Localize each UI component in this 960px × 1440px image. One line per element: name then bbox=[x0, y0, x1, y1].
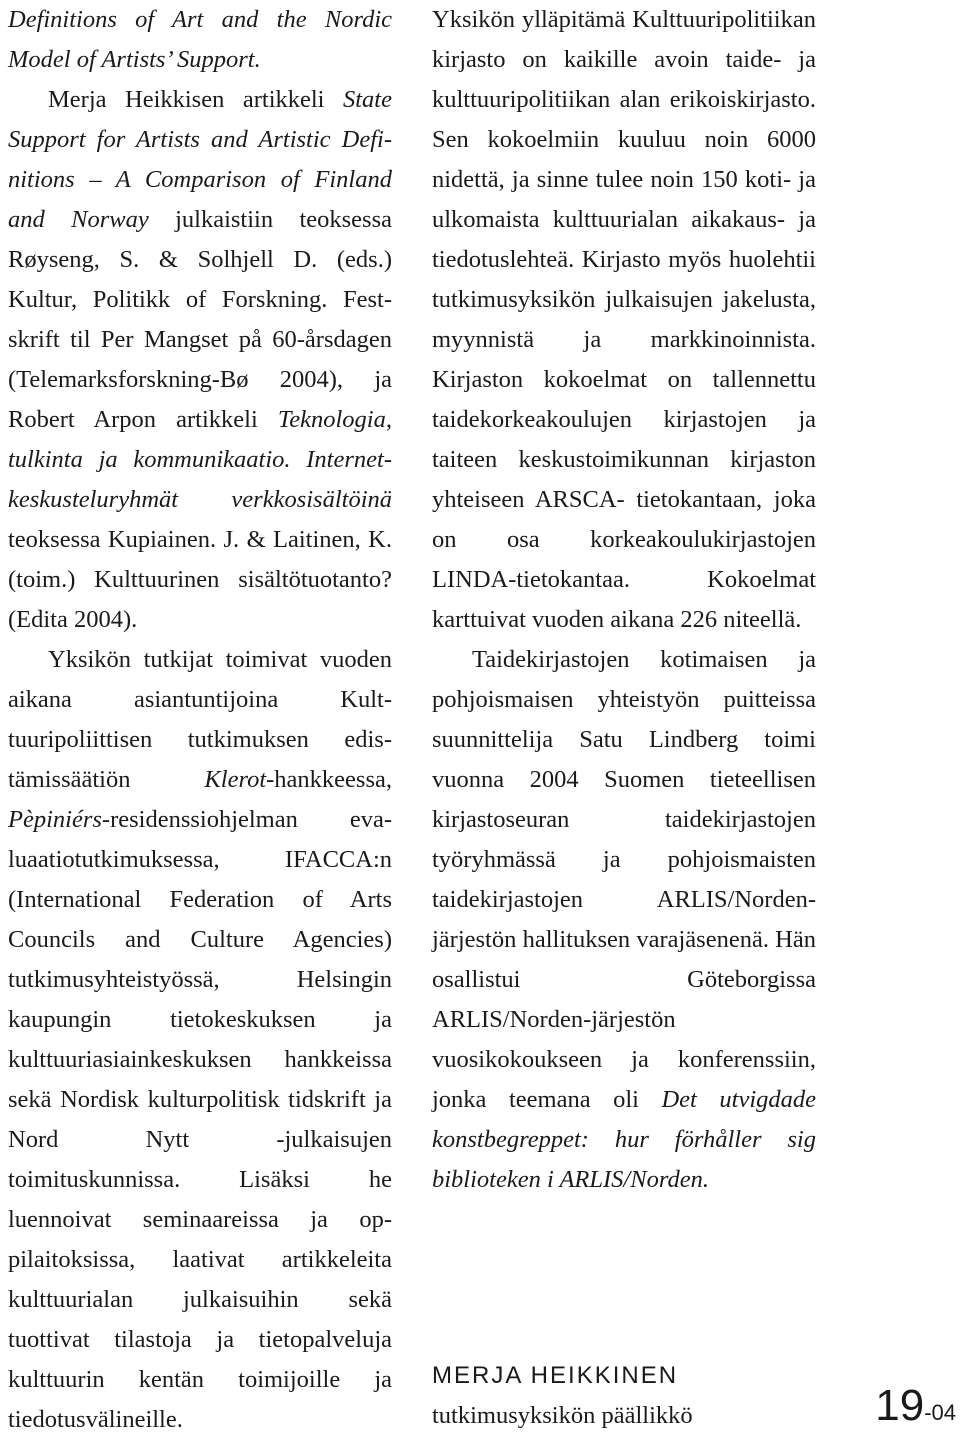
paragraph-book-title-end bbox=[8, 0, 392, 80]
page-number bbox=[875, 1382, 956, 1440]
text-run: -hankkeessa, bbox=[266, 766, 392, 793]
paragraph-researchers bbox=[8, 640, 392, 1440]
text-run: Yksikön tutkijat toimivat vuoden aikana asiantuntijoina Kulttuuripoliittisen tutkimuksen edistämissäätiön bbox=[8, 646, 392, 793]
page-number-value: 19 bbox=[875, 1381, 925, 1430]
paragraph-publications bbox=[8, 80, 392, 640]
text-run: -residenssiohjelman evaluaatiotutkimuksessa, IFACCA:n (International Federation of Arts Councils and Culture Agencies) tutkimusyhteistyössä, Helsingin kaupungin tietokeskuksen ja kulttuuriasiainkeskuksen hankkeissa sekä Nordisk kulturpolitisk tidskrift ja Nord Nytt -julkaisujen toimituskunnissa. Lisäksi he luennoivat seminaareissa ja oppilaitoksissa, laativat artikkeleita kulttuurialan julkaisuihin sekä tuottivat tilastoja ja tietopalveluja kulttuurin kentän toimijoille ja tiedotusvälineille. bbox=[8, 806, 392, 1433]
text-run: julkaistiin teoksessa Røyseng, S. & Solhjell D. (eds.) Kultur, Politikk of Forskning. Festskrift til Per Mangset på 60-årsdagen (Telemarksforskning-Bø 2004), ja Robert Arpon artikkeli bbox=[8, 206, 392, 433]
italic-project-klerot: Klerot bbox=[204, 766, 267, 793]
italic-conference-theme: Det utvigdade konstbegreppet: hur förhåller sig biblioteken i ARLIS/Norden. bbox=[432, 1086, 816, 1193]
right-column bbox=[432, 0, 816, 1200]
italic-article-title-1: State Support for Artists and Artistic Definitions – A Comparison of Finland and Norway bbox=[8, 86, 392, 233]
italic-title-continued: Definitions of Art and the Nordic Model of Artists’ Support. bbox=[8, 6, 392, 73]
author-role: tutkimusyksikön päällikkö bbox=[432, 1402, 693, 1429]
text-run: Yksikön ylläpitämä Kulttuuripolitiikan kirjasto on kaikille avoin taide- ja kulttuuripolitiikan alan erikoiskirjasto. Sen kokoelmiin kuuluu noin 6000 nidettä, ja sinne tulee noin 150 koti- ja ulkomaista kulttuurialan aikakaus- ja tiedotuslehteä. Kirjasto myös huolehtii tutkimusyksikön julkaisujen jakelusta, myynnistä ja markkinoinnista. Kirjaston kokoelmat on tallennettu taidekorkeakoulujen kirjastojen ja taiteen keskustoimikunnan kirjaston yhteiseen ARSCA- tietokantaan, joka on osa korkeakoulukirjastojen LINDA-tietokantaa. Kokoelmat karttuivat vuoden aikana 226 niteellä. bbox=[432, 6, 816, 633]
text-run: teoksessa Kupiainen. J. & Laitinen, K. (toim.) Kulttuurinen sisältötuotanto? (Edita 2004). bbox=[8, 526, 392, 633]
paragraph-art-libraries bbox=[432, 640, 816, 1200]
text-run: Merja Heikkisen artikkeli bbox=[48, 86, 343, 113]
text-run: Taidekirjastojen kotimaisen ja pohjoismaisen yhteistyön puitteissa suunnittelija Satu Lindberg toimi vuonna 2004 Suomen tieteellisen kirjastoseuran taidekirjastojen työryhmässä ja pohjoismaisten taidekirjastojen ARLIS/Norden-järjestön hallituksen varajäsenenä. Hän osallistui Göteborgissa ARLIS/Norden-järjestön vuosikokoukseen ja konferenssiin, jonka teemana oli bbox=[432, 646, 816, 1113]
left-column bbox=[8, 0, 392, 1440]
italic-project-pepiniers: Pèpiniérs bbox=[8, 806, 102, 833]
issue-number: -04 bbox=[924, 1400, 956, 1425]
paragraph-library bbox=[432, 0, 816, 640]
author-name: MERJA HEIKKINEN bbox=[432, 1362, 679, 1389]
italic-article-title-2: Teknologia, tulkinta ja kommunikaatio. Internet-keskusteluryhmät verkkosisältöinä bbox=[8, 406, 392, 513]
